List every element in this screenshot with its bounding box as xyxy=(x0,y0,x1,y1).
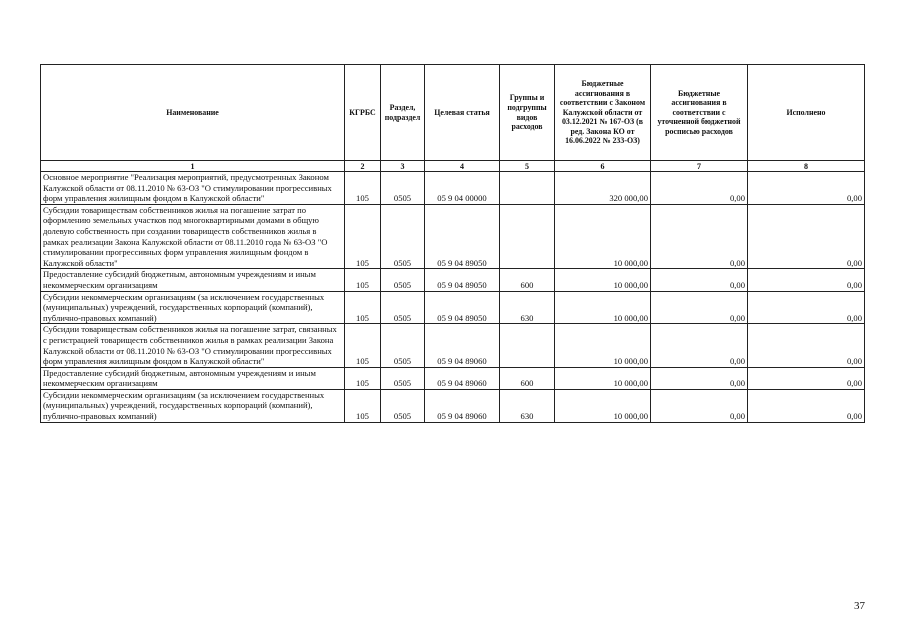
column-number: 7 xyxy=(651,161,748,172)
row-kgrbs: 105 xyxy=(345,172,381,205)
row-kgrbs: 105 xyxy=(345,367,381,389)
row-name: Субсидии товариществам собственников жилья на погашение затрат, связанных с регистрацией товариществ собственников жилья в рамках реализации Закона Калужской области от 08.11.2010 № 63-ОЗ "О стимулировании прогрессивных форм управления жилищным фондом в Калужской области" xyxy=(41,324,345,367)
row-target: 05 9 04 89050 xyxy=(425,269,500,291)
row-allocation-law: 10 000,00 xyxy=(555,291,651,324)
row-executed: 0,00 xyxy=(748,172,865,205)
column-number: 2 xyxy=(345,161,381,172)
row-allocation-refined: 0,00 xyxy=(651,367,748,389)
row-group xyxy=(500,324,555,367)
col-header-allocations-law: Бюджетные ассигнования в соответствии с Законом Калужской области от 03.12.2021 № 167-ОЗ (в ред. Закона КО от 16.06.2022 № 233-ОЗ) xyxy=(555,65,651,161)
row-allocation-law: 10 000,00 xyxy=(555,269,651,291)
row-name: Субсидии некоммерческим организациям (за исключением государственных (муниципальных) учреждений, государственных корпораций (компаний), публично-правовых компаний) xyxy=(41,291,345,324)
col-header-kgrbs: КГРБС xyxy=(345,65,381,161)
row-kgrbs: 105 xyxy=(345,291,381,324)
row-kgrbs: 105 xyxy=(345,204,381,269)
row-section: 0505 xyxy=(381,324,425,367)
row-allocation-refined: 0,00 xyxy=(651,389,748,422)
row-section: 0505 xyxy=(381,269,425,291)
table-row xyxy=(41,269,865,291)
col-header-executed: Исполнено xyxy=(748,65,865,161)
row-kgrbs: 105 xyxy=(345,269,381,291)
column-number-row xyxy=(41,161,865,172)
row-target: 05 9 04 89060 xyxy=(425,324,500,367)
header-row xyxy=(41,65,865,161)
row-allocation-law: 10 000,00 xyxy=(555,324,651,367)
row-section: 0505 xyxy=(381,367,425,389)
column-number: 1 xyxy=(41,161,345,172)
row-executed: 0,00 xyxy=(748,204,865,269)
col-header-name: Наименование xyxy=(41,65,345,161)
row-name: Субсидии товариществам собственников жилья на погашение затрат по оформлению земельных участков под многоквартирными домами в общую долевую собственность при создании товариществ собственников жилья в рамках реализации Закона Калужской области от 08.11.2010 года № 63-ОЗ "О стимулировании прогрессивных форм управления жилищным фондом в Калужской области" xyxy=(41,204,345,269)
table-row xyxy=(41,389,865,422)
column-number: 3 xyxy=(381,161,425,172)
row-allocation-law: 10 000,00 xyxy=(555,204,651,269)
col-header-groups: Группы и подгруппы видов расходов xyxy=(500,65,555,161)
column-number: 8 xyxy=(748,161,865,172)
row-section: 0505 xyxy=(381,389,425,422)
row-name: Субсидии некоммерческим организациям (за исключением государственных (муниципальных) учреждений, государственных корпораций (компаний), публично-правовых компаний) xyxy=(41,389,345,422)
col-header-target: Целевая статья xyxy=(425,65,500,161)
column-number: 6 xyxy=(555,161,651,172)
row-allocation-refined: 0,00 xyxy=(651,172,748,205)
row-group: 630 xyxy=(500,389,555,422)
row-group xyxy=(500,204,555,269)
row-name: Основное мероприятие "Реализация мероприятий, предусмотренных Законом Калужской области от 08.11.2010 № 63-ОЗ "О стимулировании прогрессивных форм управления жилищным фондом в Калужской области" xyxy=(41,172,345,205)
row-name: Предоставление субсидий бюджетным, автономным учреждениям и иным некоммерческим организациям xyxy=(41,269,345,291)
col-header-section: Раздел, подраздел xyxy=(381,65,425,161)
row-group: 630 xyxy=(500,291,555,324)
row-executed: 0,00 xyxy=(748,291,865,324)
row-target: 05 9 04 89060 xyxy=(425,389,500,422)
column-number: 4 xyxy=(425,161,500,172)
row-allocation-refined: 0,00 xyxy=(651,324,748,367)
page-number: 37 xyxy=(854,600,865,612)
row-section: 0505 xyxy=(381,172,425,205)
row-target: 05 9 04 89050 xyxy=(425,204,500,269)
row-target: 05 9 04 00000 xyxy=(425,172,500,205)
row-allocation-refined: 0,00 xyxy=(651,291,748,324)
table-row xyxy=(41,324,865,367)
row-allocation-law: 10 000,00 xyxy=(555,389,651,422)
row-group: 600 xyxy=(500,367,555,389)
row-name: Предоставление субсидий бюджетным, автономным учреждениям и иным некоммерческим организациям xyxy=(41,367,345,389)
row-allocation-law: 320 000,00 xyxy=(555,172,651,205)
row-allocation-refined: 0,00 xyxy=(651,269,748,291)
row-allocation-refined: 0,00 xyxy=(651,204,748,269)
row-section: 0505 xyxy=(381,291,425,324)
table-row xyxy=(41,172,865,205)
col-header-allocations-refined: Бюджетные ассигнования в соответствии с уточненной бюджетной росписью расходов xyxy=(651,65,748,161)
row-executed: 0,00 xyxy=(748,389,865,422)
row-group: 600 xyxy=(500,269,555,291)
row-executed: 0,00 xyxy=(748,269,865,291)
table-row xyxy=(41,204,865,269)
budget-table xyxy=(40,64,865,423)
row-executed: 0,00 xyxy=(748,367,865,389)
table-row xyxy=(41,291,865,324)
table-row xyxy=(41,367,865,389)
row-allocation-law: 10 000,00 xyxy=(555,367,651,389)
row-executed: 0,00 xyxy=(748,324,865,367)
row-group xyxy=(500,172,555,205)
row-kgrbs: 105 xyxy=(345,389,381,422)
row-kgrbs: 105 xyxy=(345,324,381,367)
row-section: 0505 xyxy=(381,204,425,269)
row-target: 05 9 04 89050 xyxy=(425,291,500,324)
row-target: 05 9 04 89060 xyxy=(425,367,500,389)
column-number: 5 xyxy=(500,161,555,172)
